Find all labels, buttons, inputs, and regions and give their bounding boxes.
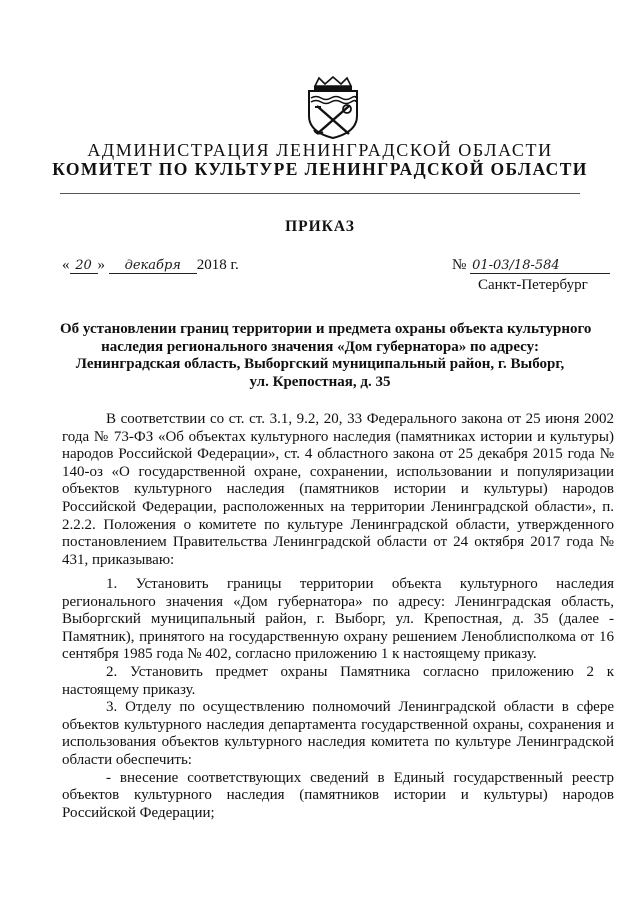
date-day: 20	[70, 259, 98, 274]
document-type: ПРИКАЗ	[285, 218, 355, 235]
number-sign: №	[452, 257, 467, 273]
document-date	[62, 257, 239, 274]
document-number	[452, 257, 610, 274]
order-item-3: 3. Отделу по осуществлению полномочий Ленинградской области в сфере объектов культурного наследия департамента государственной охраны, сохранения и использования объектов культурного наследия комитета по культуре Ленинградской области обеспечить:	[62, 699, 614, 768]
header-divider	[60, 193, 580, 194]
order-item-1: 1. Установить границы территории объекта культурного наследия регионального значения «Дом губернатора» по адресу: Ленинградская область, Выборгский муниципальный район, г. Выборг, ул. Крепостная, д. 35 (далее - Памятник), принятого на государственную охрану решением Леноблисполкома от 16 сентября 1985 года № 402, согласно приложению 1 к настоящему приказу.	[62, 576, 614, 663]
subject-line: наследия регионального значения «Дом губернатора» по адресу:	[101, 338, 539, 355]
subject-line: Об установлении границ территории и предмета охраны объекта культурного	[60, 321, 592, 337]
preamble-paragraph	[62, 411, 614, 569]
order-items	[62, 576, 614, 822]
date-open-quote: «	[62, 257, 70, 273]
administration-title: АДМИНИСТРАЦИЯ ЛЕНИНГРАДСКОЙ ОБЛАСТИ	[87, 140, 553, 160]
date-year: 2018 г.	[196, 257, 239, 273]
subject-line: ул. Крепостная, д. 35	[249, 373, 391, 390]
document-subject	[60, 321, 592, 391]
preamble-text: В соответствии со ст. ст. 3.1, 9.2, 20, 33 Федерального закона от 25 июня 2002 года № 73-ФЗ «Об объектах культурного наследия (памятниках истории и культуры) народов Российской Федерации», ст. 4 областного закона от 25 декабря 2015 года № 140-оз «О государственной охране, сохранении, использовании и популяризации объектов культурного наследия (памятников истории и культуры) народов Российской Федерации, расположенных на территории Ленинградской области», п. 2.2.2. Положения о комитете по культуре Ленинградской области, утвержденного постановлением Правительства Ленинградской области от 24 октября 2017 года № 431, приказываю:	[62, 411, 614, 568]
number-value: 01-03/18-584	[470, 259, 610, 274]
order-item-2: 2. Установить предмет охраны Памятника согласно приложению 2 к настоящему приказу.	[62, 663, 614, 698]
coat-of-arms-icon	[303, 76, 363, 140]
date-month: декабря	[109, 259, 197, 274]
order-item-3-bullet: - внесение соответствующих сведений в Единый государственный реестр объектов культурного наследия (памятников истории и культуры) народов Российской Федерации;	[62, 769, 614, 821]
document-place: Санкт-Петербург	[478, 277, 588, 293]
committee-title: КОМИТЕТ ПО КУЛЬТУРЕ ЛЕНИНГРАДСКОЙ ОБЛАСТИ	[52, 159, 588, 179]
subject-line: Ленинградская область, Выборгский муниципальный район, г. Выборг,	[75, 356, 565, 373]
date-close-quote: »	[97, 257, 105, 273]
